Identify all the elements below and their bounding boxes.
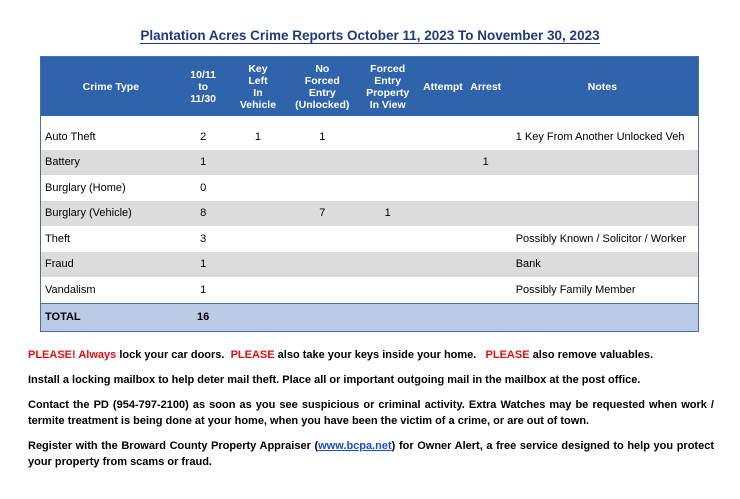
crime-type-cell: Burglary (Vehicle) <box>41 201 181 227</box>
total-label: TOTAL <box>41 303 181 331</box>
notes-cell <box>507 150 699 176</box>
table-spacer <box>41 116 699 124</box>
header-crime-type: Crime Type <box>41 57 181 117</box>
attempt-cell <box>421 175 465 201</box>
arrest-cell <box>465 277 507 303</box>
forced-cell <box>354 124 421 150</box>
arrest-cell <box>465 226 507 252</box>
arrest-cell <box>465 252 507 278</box>
no-forced-cell <box>290 226 354 252</box>
key-left-cell: 1 <box>254 130 262 143</box>
header-arrest: Arrest <box>465 57 507 117</box>
arrest-cell: 1 <box>465 150 507 176</box>
key-left-cell <box>226 252 291 278</box>
no-forced-cell: 7 <box>290 201 354 227</box>
crime-type-cell: Theft <box>45 232 71 245</box>
notes-cell: Bank <box>507 252 699 278</box>
header-attempt: Attempt <box>421 57 465 117</box>
forced-cell <box>354 175 421 201</box>
notes-cell <box>507 175 699 201</box>
page-title: Plantation Acres Crime Reports October 11, 2023 To November 30, 2023 <box>140 28 600 43</box>
count-cell: 1 <box>181 150 226 176</box>
no-forced-cell <box>290 277 354 303</box>
table-row <box>41 201 699 227</box>
crime-type-cell: Fraud <box>41 252 181 278</box>
crime-type-cell: Battery <box>41 150 181 176</box>
no-forced-cell <box>290 150 354 176</box>
forced-cell <box>354 150 421 176</box>
table-row <box>41 226 699 252</box>
table-header-row <box>41 57 699 117</box>
notice-mailbox: Install a locking mailbox to help deter mail theft. Place all or important outgoing mail in the mailbox at the post office. <box>28 374 641 386</box>
forced-cell <box>354 226 421 252</box>
forced-cell <box>354 252 421 278</box>
notes-cell: 1 Key From Another Unlocked Veh <box>515 130 685 143</box>
arrest-cell <box>465 175 507 201</box>
no-forced-cell <box>290 175 354 201</box>
attempt-cell <box>421 124 465 150</box>
total-row <box>41 303 699 331</box>
count-cell: 3 <box>200 232 207 245</box>
bcpa-link[interactable]: www.bcpa.net <box>318 440 392 452</box>
count-cell: 0 <box>200 181 207 194</box>
attempt-cell <box>421 201 465 227</box>
forced-cell: 1 <box>354 201 421 227</box>
header-no-forced-entry: No Forced Entry (Unlocked) <box>290 57 354 117</box>
no-forced-cell <box>290 252 354 278</box>
table-row <box>41 124 699 150</box>
no-forced-cell: 1 <box>319 130 326 143</box>
table-row <box>41 252 699 278</box>
key-left-cell <box>226 175 291 201</box>
table-row <box>41 150 699 176</box>
table-row <box>41 277 699 303</box>
attempt-cell <box>421 226 465 252</box>
attempt-cell <box>421 277 465 303</box>
count-cell: 1 <box>200 283 207 296</box>
key-left-cell <box>226 201 291 227</box>
crime-report-table <box>40 56 699 332</box>
arrest-cell <box>465 201 507 227</box>
count-cell: 1 <box>181 252 226 278</box>
notice-lock-car: PLEASE! Always lock your car doors. PLEASE also take your keys inside your home. PLEASE also remove valuables. <box>28 349 654 361</box>
attempt-cell <box>421 150 465 176</box>
notice-contact-pd: Contact the PD (954-797-2100) as soon as you see suspicious or criminal activity. Extra Watches may be requested when work / termite treatment is being done at your home, when you have been the victim of a crime, or are out of town. <box>28 399 714 427</box>
key-left-cell <box>226 150 291 176</box>
table-row <box>41 175 699 201</box>
key-left-cell <box>226 226 291 252</box>
header-notes: Notes <box>507 57 699 117</box>
notes-cell: Possibly Family Member <box>515 283 636 296</box>
total-count: 16 <box>181 303 226 331</box>
attempt-cell <box>421 252 465 278</box>
arrest-cell <box>465 124 507 150</box>
header-forced-entry: Forced Entry Property In View <box>354 57 421 117</box>
header-count: 10/11 to 11/30 <box>181 57 226 117</box>
count-cell: 2 <box>200 130 207 143</box>
forced-cell <box>354 277 421 303</box>
key-left-cell <box>226 277 291 303</box>
notes-cell <box>507 201 699 227</box>
crime-type-cell: Vandalism <box>45 283 96 296</box>
notice-register-bcpa: Register with the Broward County Property Appraiser (www.bcpa.net) for Owner Alert, a free service designed to help you protect your property from scams or fraud. <box>28 440 714 468</box>
header-key-left-in-vehicle: Key Left In Vehicle <box>226 57 291 117</box>
crime-type-cell: Burglary (Home) <box>45 181 126 194</box>
crime-type-cell: Auto Theft <box>45 130 96 143</box>
count-cell: 8 <box>181 201 226 227</box>
notes-cell: Possibly Known / Solicitor / Worker <box>515 232 687 245</box>
